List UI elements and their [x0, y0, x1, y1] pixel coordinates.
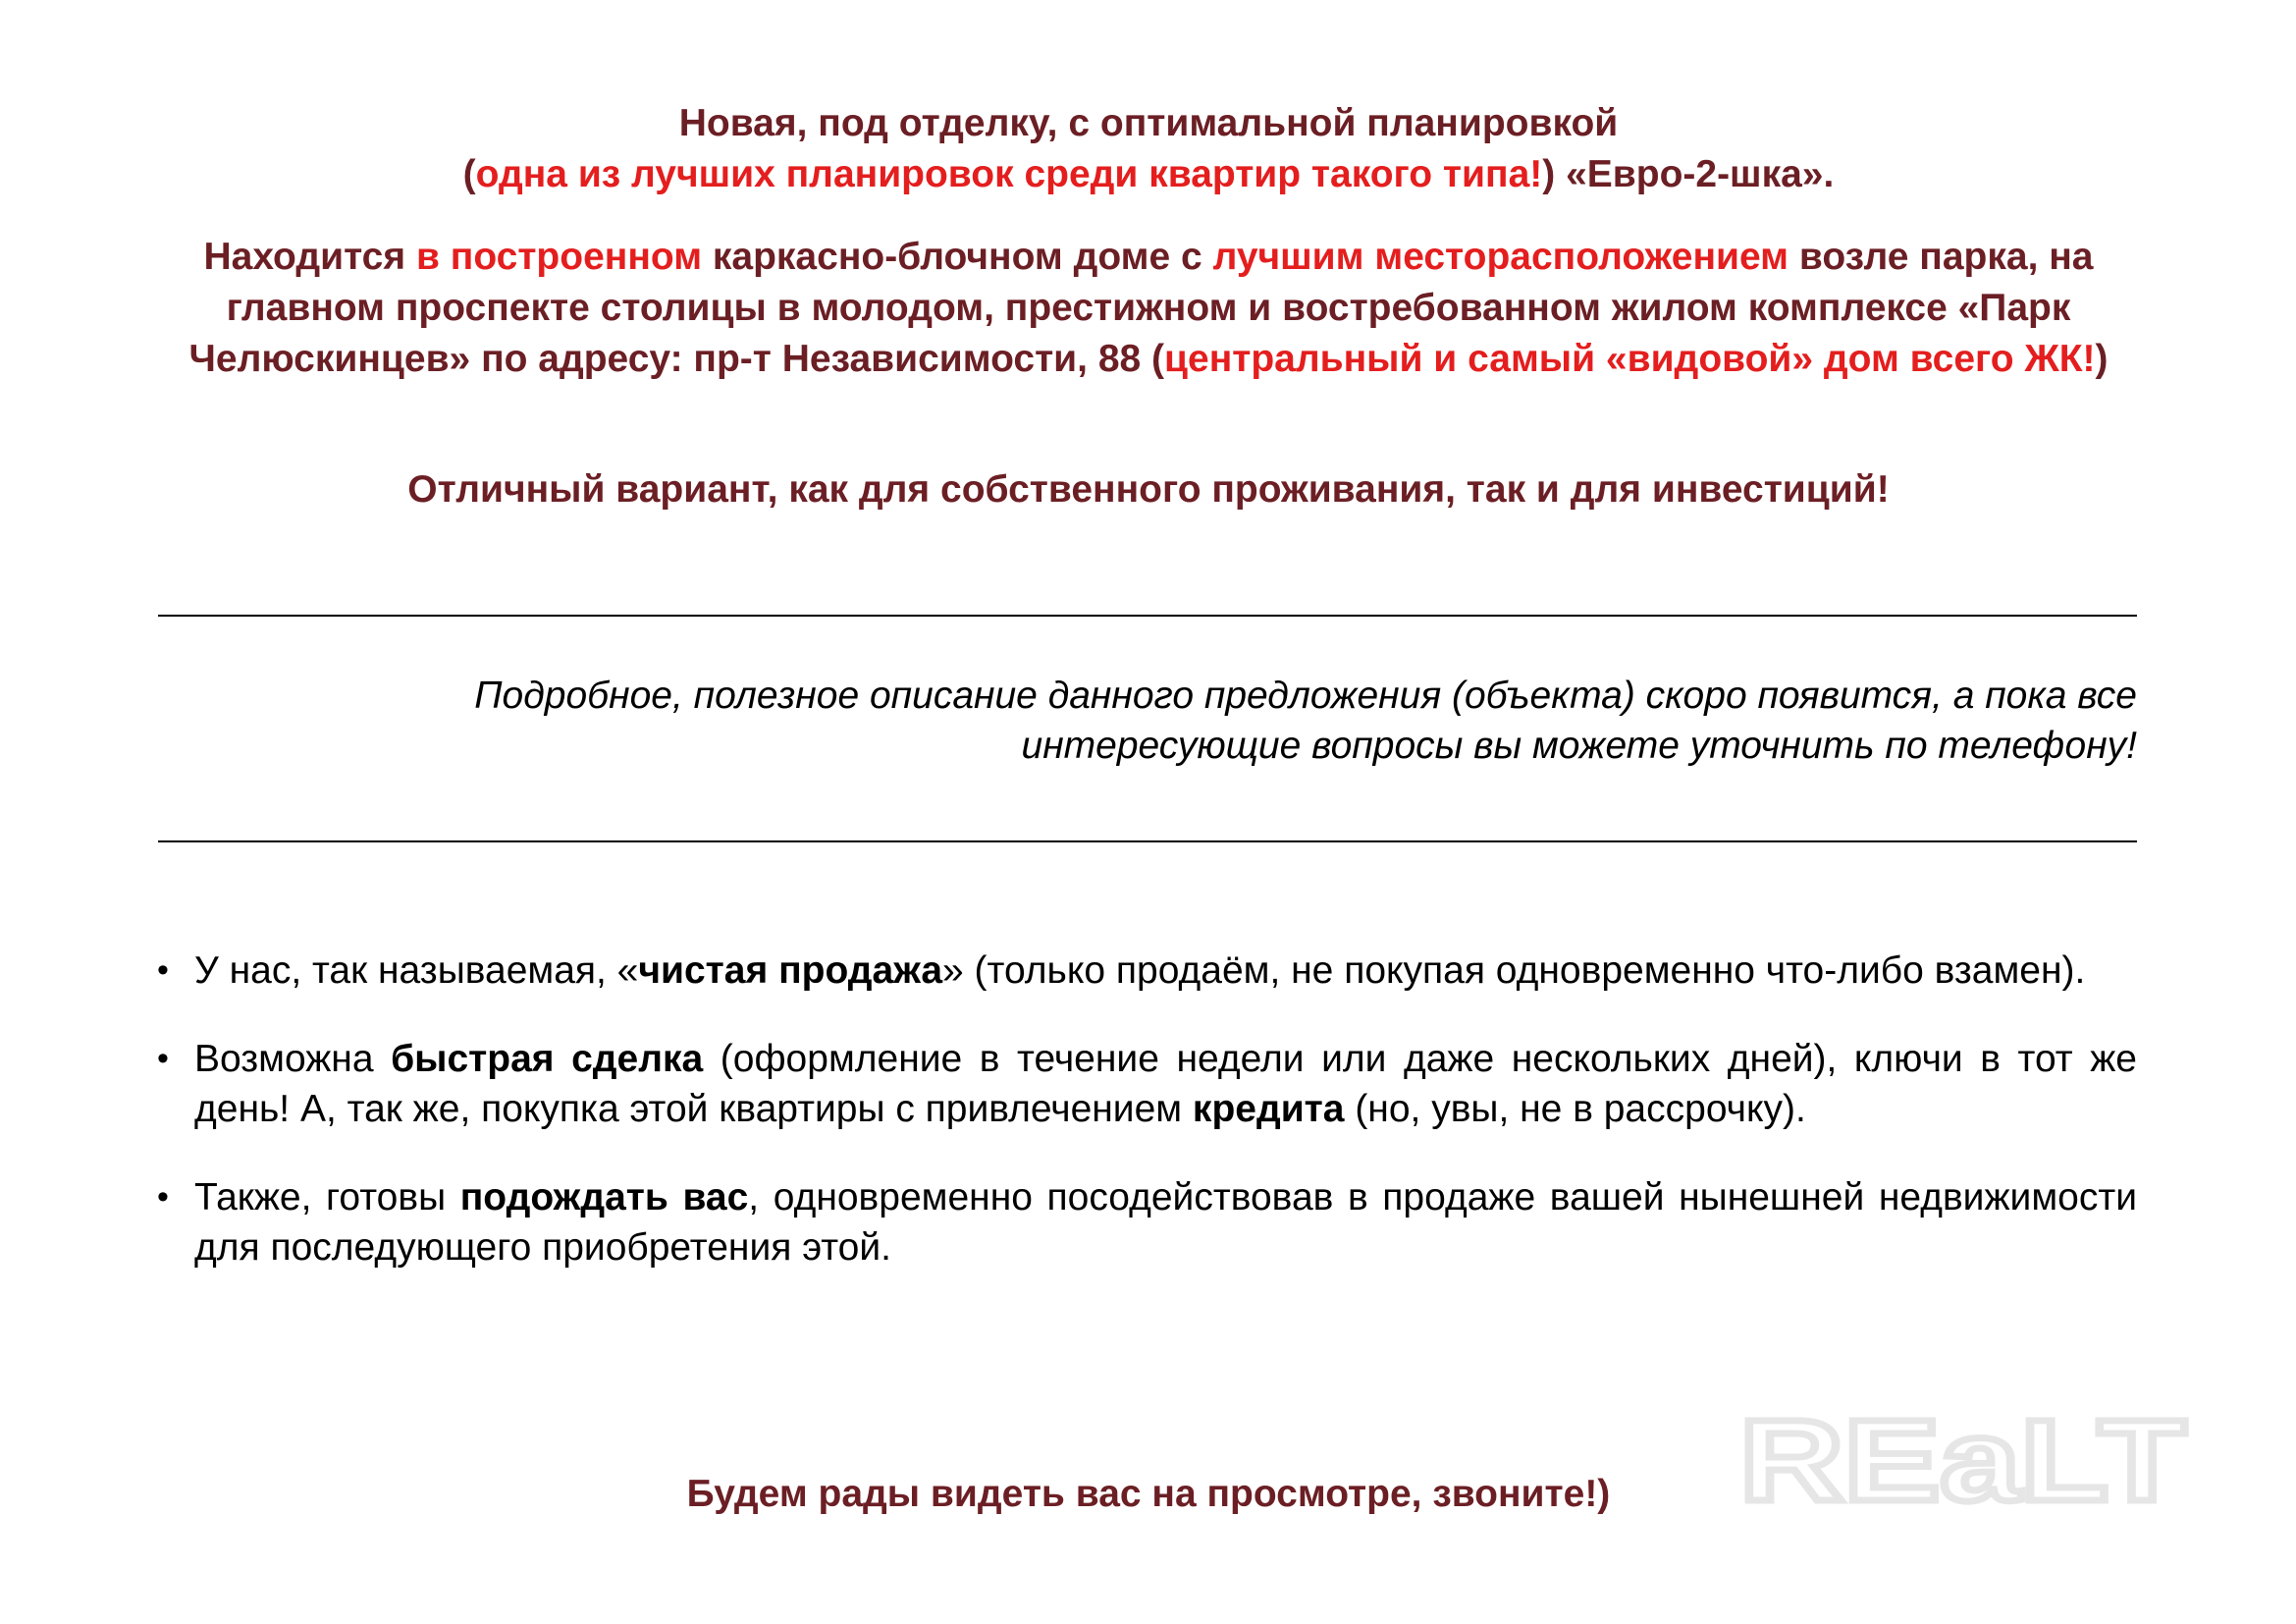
intro-title-line1: Новая, под отделку, с оптимальной планировкой	[678, 102, 1619, 144]
intro-location: Находится в построенном каркасно-блочном доме с лучшим месторасположением возле парка, на главном проспекте столицы в молодом, престижном и востребованном жилом комплексе «Парк Челюскинцев» по адресу: пр-т Независимости, 88 (центральный и самый «видовой» дом всего ЖК!)	[188, 236, 2109, 380]
list-item: • Возможна быстрая сделка (оформление в течение недели или даже нескольких дней), ключи в тот же день! А, так же, покупка этой квартиры с привлечением кредита (но, увы, не в рассрочку).	[157, 1034, 2137, 1134]
location-highlight-built: в построенном	[415, 236, 703, 278]
list-item: • Также, готовы подождать вас, одновременно посодействовав в продаже вашей нынешней недвижимости для последующего приобретения этой.	[157, 1172, 2137, 1272]
bold-clean-sale: чистая продажа	[638, 949, 943, 992]
bullet-icon: •	[157, 951, 169, 989]
bold-wait-for-you: подождать вас	[459, 1176, 749, 1218]
intro-title-highlight: одна из лучших планировок среди квартир такого типа!	[475, 153, 1543, 195]
closing-text: Будем рады видеть вас на просмотре, звоните!)	[686, 1473, 1611, 1515]
divider-top	[158, 615, 2137, 617]
divider-bottom	[158, 840, 2137, 842]
bold-fast-deal: быстрая сделка	[391, 1038, 704, 1080]
intro-title	[157, 98, 2140, 200]
intro-title-line2: (одна из лучших планировок среди квартир такого типа!) «Евро-2-шка».	[462, 153, 1835, 195]
list-item: • У нас, так называемая, «чистая продажа» (только продаём, не покупая одновременно что-либо взамен).	[157, 946, 2137, 996]
realt-watermark-logo	[1739, 1402, 2191, 1520]
benefits-list	[157, 946, 2137, 1311]
notice-text	[157, 671, 2137, 771]
bullet-icon: •	[157, 1178, 169, 1216]
location-highlight-central: центральный и самый «видовой» дом всего ЖК!	[1164, 338, 2096, 380]
intro-offer: Отличный вариант, как для собственного проживания, так и для инвестиций!	[407, 468, 1890, 511]
location-highlight-best: лучшим месторасположением	[1212, 236, 1789, 278]
notice-line1: Подробное, полезное описание данного предложения (объекта) скоро появится, а пока все	[474, 675, 2137, 717]
svg-text:REaLT: REaLT	[1739, 1402, 2186, 1520]
notice-line2: интересующие вопросы вы можете уточнить по телефону!	[1021, 725, 2137, 767]
bullet-icon: •	[157, 1040, 169, 1077]
bold-credit: кредита	[1192, 1088, 1345, 1130]
